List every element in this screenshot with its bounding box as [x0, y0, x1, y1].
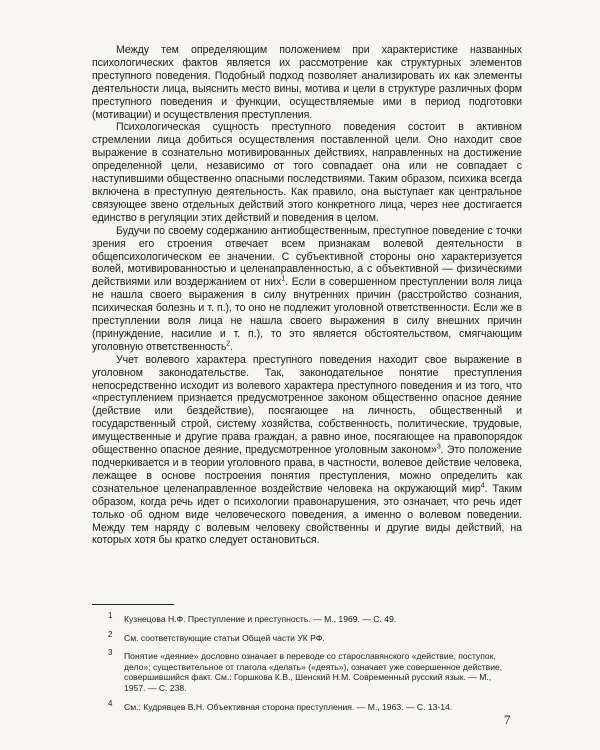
- footnote-ref-4[interactable]: 4: [480, 482, 485, 490]
- footnote-3: [104, 648, 506, 693]
- footnote-2: [104, 629, 506, 644]
- paragraph-4-text-cont: . Это положение подчеркивается и в теории уголовного права, в частности, волевое действие человека, лежащее в основе построения понятия преступления, можно определить как сознательное целенаправленное воздействие человека на окружающий мир: [92, 444, 522, 495]
- page-number: 7: [504, 712, 511, 727]
- footnote-number: 1: [108, 611, 113, 620]
- footnote-ref-1[interactable]: 1: [281, 275, 286, 283]
- main-text: [92, 44, 522, 547]
- footnote-ref-2[interactable]: 2: [226, 340, 231, 348]
- footnote-4: [104, 698, 506, 713]
- footnote-number: 4: [108, 698, 113, 708]
- paragraph-3-text-cont: . Если в совершенном преступлении воля лица не нашла своего выражения в силу внутренних причин (расстройство сознания, психическая болезнь и т. п.), то оно не подлежит уголовной ответственности. Если же в преступлении воля лица не нашла своего выражения в силу внешних причин (принуждение, насилие и т. п.), то это является обстоятельством, смягчающим уголовную ответственность: [92, 276, 522, 353]
- footnotes: [104, 611, 506, 720]
- paragraph-4: [92, 354, 522, 548]
- footnote-text: См. соответствующие статьи Общей части УК РФ.: [124, 632, 325, 643]
- footnote-text: Понятие «деяние» дословно означает в переводе со старославянского «действие, поступок, дело»; существительное от глагола «делать» («деять»), означает уже совершенное действие, совершившийся факт. См.: Горшкова К.В., Шенский Н.М. Современный русский язык. — М., 1957. — С. 238.: [124, 651, 503, 693]
- paragraph-4-text-end: . Таким образом, когда речь идет о психологии правонарушения, это означает, что речь идет только об одном виде человеческого поведения, а именно о волевом поведении. Между тем наряду с волевым человеку свойственны и другие виды действий, на которых хотя бы кратко следует остановиться.: [92, 482, 522, 547]
- paragraph-3-text: Будучи по своему содержанию антиобщественным, преступное поведение с точки зрения его строения отвечает всем признакам волевой деятельности в общепсихологическом ее значении. С субъективной стороны оно характеризуется волей, мотивированностью и целенаправленностью, а с объективной — физическими действиями или воздержанием от них: [92, 224, 522, 289]
- footnote-divider: [92, 604, 174, 605]
- footnote-number: 2: [108, 629, 113, 639]
- footnote-ref-3[interactable]: 3: [436, 443, 441, 451]
- footnote-text: Кузнецова Н.Ф. Преступление и преступность. — М., 1969. — С. 49.: [124, 614, 397, 624]
- paragraph-1-text: Между тем определяющим положением при характеристике названных психологических фактов является их рассмотрение как структурных элементов преступного поведения. Подобный подход позволяет анализировать их как элементы деятельности лица, выяснить место вины, мотива и цели в структуре различных форм преступного поведения и функции, осуществляемые ими в период подготовки (мотивации) и осуществления преступления.: [92, 44, 522, 121]
- paragraph-2-text: Психологическая сущность преступного поведения состоит в активном стремлении лица добиться осуществления поставленной цели. Оно находит свое выражение в сознательно мотивированных действиях, направленных на достижение определенной цели, независимо от того совпадает она или не совпадает с наступившими общественно опасными последствиями. Таким образом, психика всегда включена в преступную деятельность. Как правило, она выступает как центральное связующее звено отдельных действий этого конкретного лица, через нее достигается единство в регуляции этих действий и поведения в целом.: [92, 121, 522, 224]
- footnote-text: См.: Кудрявцев В.Н. Объективная сторона преступления. — М., 1963. — С. 13-14.: [124, 701, 453, 712]
- paragraph-3-text-end: .: [230, 340, 234, 353]
- paragraph-4-text: Учет волевого характера преступного поведения находит свое выражение в уголовном законодательстве. Так, законодательное понятие преступления непосредственно исходит из волевого характера преступного поведения и из того, что «преступлением признается предусмотренное законом общественно опасное деяние (действие или бездействие), посягающее на личность, общественный и государственный строй, систему хозяйства, собственность, политические, трудовые, имущественные и другие права граждан, а равно иное, посягающее на правопорядок общественно опасное деяние, предусмотренное уголовным законом»: [92, 353, 522, 457]
- footnote-number: 3: [108, 648, 113, 658]
- paragraph-2: [92, 121, 522, 224]
- paragraph-3: [92, 225, 522, 354]
- footnote-1: [104, 611, 506, 625]
- paragraph-1: [92, 44, 522, 121]
